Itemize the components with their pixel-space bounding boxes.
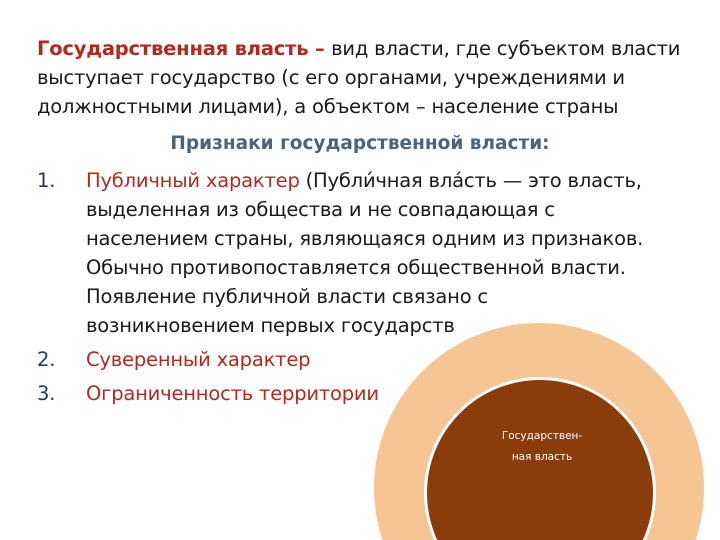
- list-item: [37, 345, 657, 374]
- feature-title-territory: Ограниченность территории: [86, 382, 379, 405]
- list-item: [37, 166, 657, 340]
- feature-description-public: (Публи́чная вла́сть — это власть, выделенная из общества и не совпадающая с населением страны, являющаяся одним из признаков. Обычно противопоставляется общественной власти. Появление публичной власти связано с возникновением первых государств: [86, 169, 644, 337]
- list-item-number: 2.: [37, 348, 56, 371]
- feature-title-public: Публичный характер: [86, 169, 300, 192]
- list-item-body: [86, 166, 657, 340]
- list-item-number: 3.: [37, 382, 56, 405]
- inner-circle-label-line2: ная власть: [511, 451, 573, 463]
- features-heading: Признаки государственной власти:: [170, 133, 550, 154]
- list-item-number: 1.: [37, 169, 56, 192]
- features-list: [37, 166, 657, 413]
- feature-title-sovereign: Суверенный характер: [86, 348, 311, 371]
- definition-paragraph: [37, 34, 687, 121]
- definition-term: Государственная власть: [37, 37, 309, 60]
- definition-text: вид власти, где субъектом власти выступает государство (с его органами, учреждениями и должностными лицами), а объектом – население страны: [37, 37, 681, 118]
- definition-dash: –: [308, 37, 332, 60]
- inner-circle-label-line1: Государствен-: [501, 430, 583, 442]
- list-item: [37, 379, 657, 408]
- inner-circle-label: [422, 426, 662, 468]
